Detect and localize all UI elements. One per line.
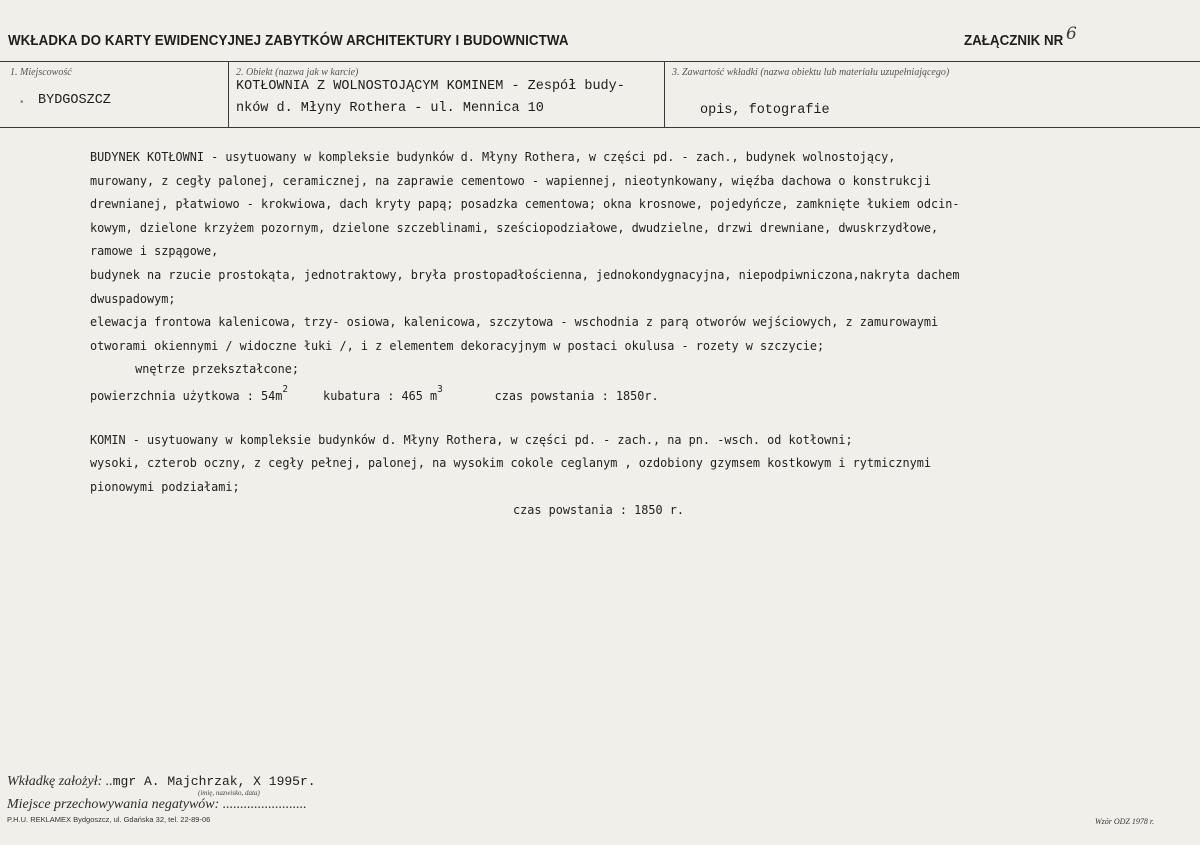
boiler-house-stats xyxy=(90,381,1096,405)
printer-imprint: P.H.U. REKLAMEX Bydgoszcz, ul. Gdańska 32, tel. 22-89-06 xyxy=(7,815,211,824)
usable-area: powierzchnia użytkowa : $54m^2$ xyxy=(90,383,289,404)
header-top-rule xyxy=(0,61,1200,62)
body-line: drewnianej, płatwiowo - krokwiowa, dach kryty papą; posadzka cementowa; okna krosnowe, pojedyńcze, zamknięte łukiem odcin- xyxy=(90,196,960,212)
chimney-line: wysoki, czterob oczny, z cegły pełnej, palonej, na wysokim cokole ceglanym , ozdobiony gzymsem kostkowym i rytmicznymi xyxy=(90,455,932,471)
body-line: kowym, dzielone krzyżem pozornym, dzielone szczeblinami, sześciopodziałowe, dwudzielne, drzwi drewniane, dwuskrzydłowe, xyxy=(90,219,939,235)
field-divider-1 xyxy=(228,61,229,127)
bullet-dot: • xyxy=(20,97,24,108)
body-line: murowany, z cegły palonej, ceramicznej, na zaprawie cementowo - wapiennej, nieotynkowany, więźba dachowa o konstrukcji xyxy=(90,172,932,188)
founded-by-label: Wkładkę założył: .. xyxy=(7,774,113,789)
body-line: elewacja frontowa kalenicowa, trzy- osiowa, kalenicowa, szczytowa - wschodnia z parą otworów wejściowych, z zamurowaymi xyxy=(90,314,939,330)
founded-by-hint: (imię, nazwisko, data) xyxy=(198,789,260,797)
description-body xyxy=(90,145,1096,522)
locality-label: 1. Miejscowość xyxy=(10,67,72,78)
founded-by-value: mgr A. Majchrzak, X 1995r. xyxy=(112,774,316,789)
chimney-construction-period: czas powstania : 1850 r. xyxy=(513,502,685,518)
template-mark: Wzór ODZ 1978 r. xyxy=(1095,817,1155,826)
body-line: BUDYNEK KOTŁOWNI - usytuowany w kompleksie budynków d. Młyny Rothera, w części pd. - zach., budynek wolnostojący, xyxy=(90,149,896,164)
contents-label: 3. Zawartość wkładki (nazwa obiektu lub materiału uzupełniającego) xyxy=(672,67,950,78)
annex-label: ZAŁĄCZNIK NR xyxy=(964,33,1064,49)
negatives-storage-label: Miejsce przechowywania negatywów: ........................ xyxy=(7,797,307,812)
interior-note: wnętrze przekształcone; xyxy=(135,361,300,377)
field-divider-2 xyxy=(664,61,665,127)
object-label: 2. Obiekt (nazwa jak w karcie) xyxy=(236,67,359,78)
object-value-line-1: KOTŁOWNIA Z WOLNOSTOJĄCYM KOMINEM - Zespół budy- xyxy=(236,79,625,94)
annex-number: 6 xyxy=(1066,24,1077,44)
body-line: otworami okiennymi / widoczne łuki /, i z elementem dekoracyjnym w postaci okulusa - rozety w szczycie; xyxy=(90,337,825,353)
construction-period: czas powstania : 1850r. xyxy=(494,388,659,404)
cubature: kubatura : 465 $m^3$ xyxy=(323,383,443,404)
header-bottom-rule xyxy=(0,127,1200,128)
body-line: dwuspadowym; xyxy=(90,290,176,306)
body-line: ramowe i szpągowe, xyxy=(90,243,219,259)
locality-value: BYDGOSZCZ xyxy=(38,93,111,108)
object-value-line-2: nków d. Młyny Rothera - ul. Mennica 10 xyxy=(236,101,544,116)
founded-by-row xyxy=(7,774,316,790)
body-line: budynek na rzucie prostokąta, jednotraktowy, bryła prostopadłościenna, jednokondygnacyjna, niepodpiwniczona,nakryta dachem xyxy=(90,266,960,282)
contents-value: opis, fotografie xyxy=(700,103,830,118)
chimney-line: pionowymi podziałami; xyxy=(90,478,240,494)
document-title: WKŁADKA DO KARTY EWIDENCYJNEJ ZABYTKÓW ARCHITEKTURY I BUDOWNICTWA xyxy=(8,33,569,49)
chimney-line: KOMIN - usytuowany w kompleksie budynków d. Młyny Rothera, w części pd. - zach., na pn. -wsch. od kotłowni; xyxy=(90,431,853,447)
